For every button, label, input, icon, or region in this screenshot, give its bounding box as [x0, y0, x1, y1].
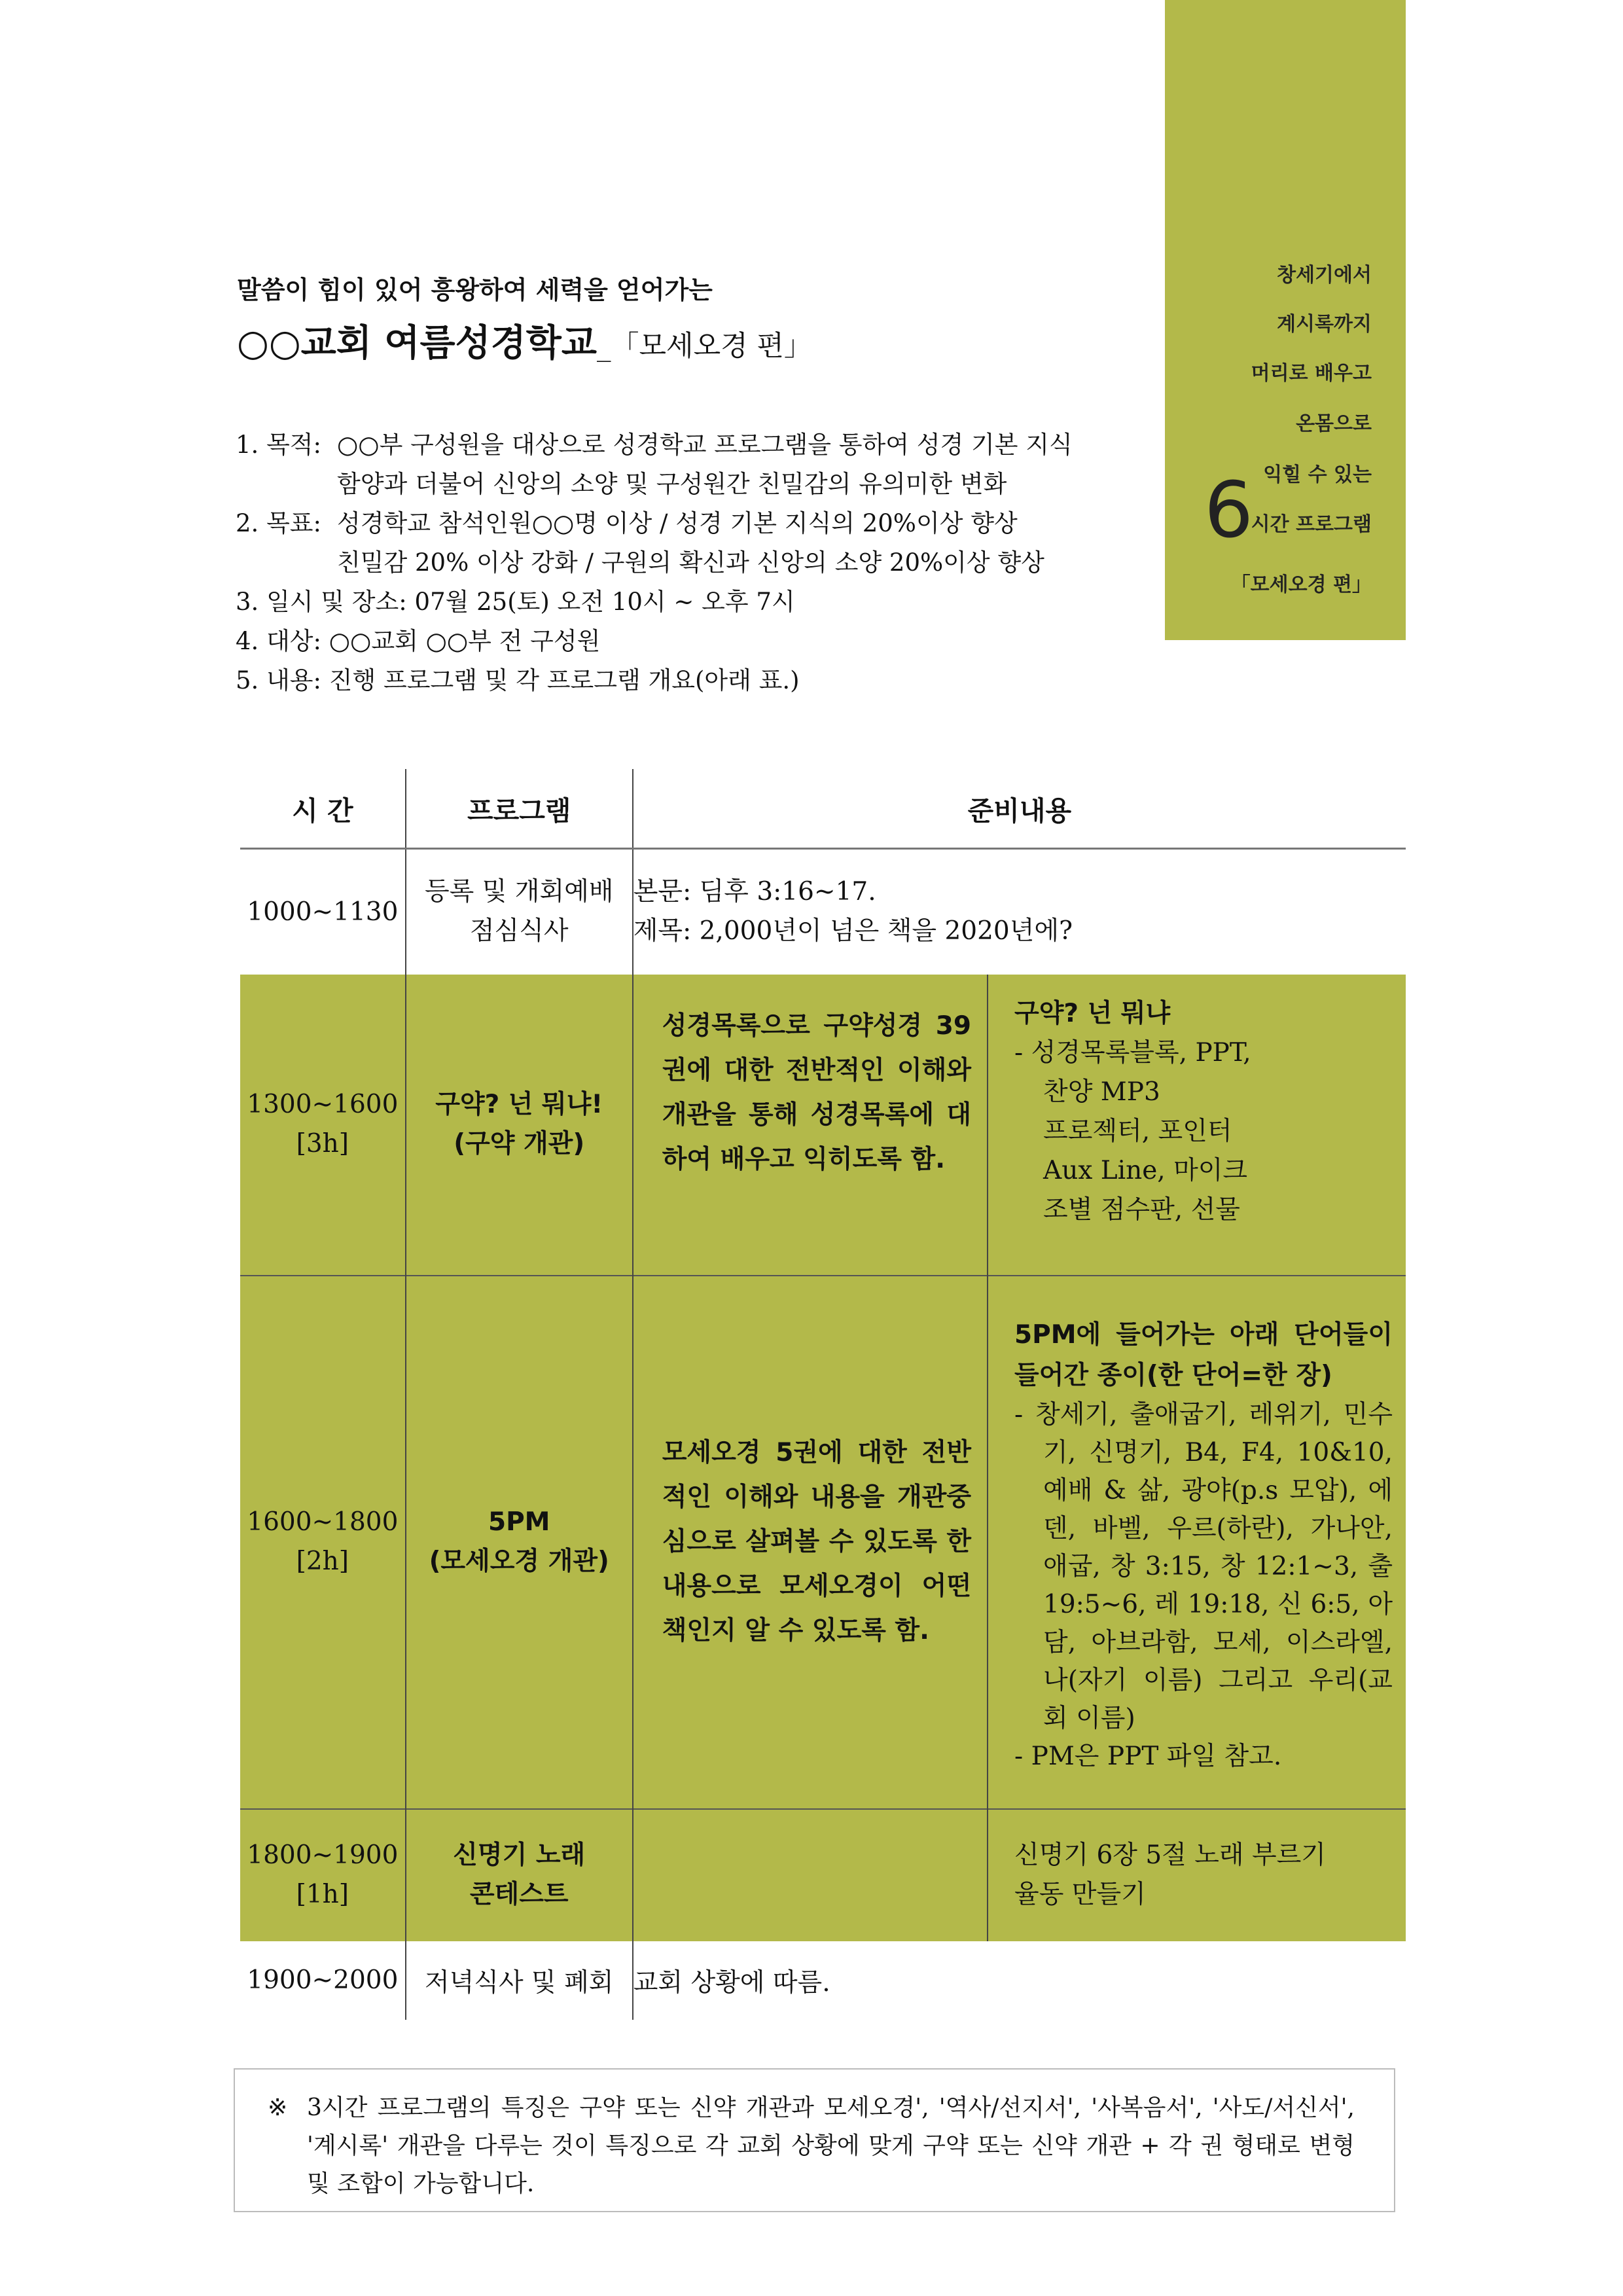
row-program: [406, 1809, 633, 1941]
prep-item: 조별 점수판, 선물: [1043, 1194, 1240, 1225]
page-title: [237, 314, 812, 367]
time-line: [3h]: [296, 1129, 349, 1158]
program-line: 콘테스트: [469, 1880, 569, 1909]
overview-list: [236, 425, 1073, 700]
row-description-empty: [633, 1809, 988, 1941]
table-row: [240, 1276, 1406, 1809]
row-description: 모세오경 5권에 대한 전반적인 이해와 내용을 개관중심으로 살펴볼 수 있도록 한 내용으로 모세오경이 어떤 책인지 알 수 있도록 함.: [633, 1276, 988, 1809]
table-header-row: [240, 769, 1406, 849]
summary-line: 「모세오경 편」: [1230, 573, 1372, 596]
prep-item: 프로젝터, 포인터: [1043, 1116, 1232, 1146]
table-row: [240, 1809, 1406, 1941]
table-row: [240, 1941, 1406, 2020]
row-content: 교회 상황에 따름.: [633, 1967, 830, 1998]
list-text: 3. 일시 및 장소: 07월 25(토) 오전 10시 ~ 오후 7시: [236, 588, 795, 616]
prep-item: - 창세기, 출애굽기, 레위기, 민수기, 신명기, B4, F4, 10&10, 예배 & 삶, 광야(p.s 모압), 에덴, 바벨, 우르(하란), 가나안, 애굽, 창 3:15, 창 12:1~3, 출 19:5~6, 레 19:18, 신 6:5, 아담, 아브라함, 모세, 이스라엘, 나(자기 이름) 그리고 우리(교회 이름): [1014, 1400, 1393, 1733]
table-row: [240, 975, 1406, 1276]
row-prep: [988, 1809, 1406, 1941]
row-program: [406, 1276, 633, 1809]
prep-item: 율동 만들기: [1014, 1880, 1146, 1909]
row-prep: [988, 975, 1406, 1276]
row-time: [240, 1276, 406, 1809]
prep-item: - PM은 PPT 파일 참고.: [1014, 1742, 1282, 1771]
list-item: [236, 583, 1073, 622]
row-time: 1000~1130: [240, 849, 406, 975]
page-subtitle: 말씀이 힘이 있어 흥왕하여 세력을 얻어가는: [237, 276, 713, 304]
summary-line: 익힐 수 있는: [1263, 463, 1372, 486]
list-item: [236, 465, 1073, 504]
summary-line: 계시록까지: [1277, 313, 1372, 336]
prep-item: 신명기 6장 5절 노래 부르기: [1014, 1840, 1326, 1870]
header-prep: 준비내용: [633, 769, 1406, 849]
row-time: [240, 1809, 406, 1941]
list-label: 1. 목적:: [236, 431, 322, 459]
row-prep: [988, 1276, 1406, 1809]
time-line: [2h]: [296, 1547, 349, 1576]
prep-title: 구약? 넌 뭐냐: [1014, 998, 1171, 1028]
summary-line: 창세기에서: [1277, 264, 1372, 287]
list-text: 5. 내용: 진행 프로그램 및 각 프로그램 개요(아래 표.): [236, 666, 800, 694]
note-text: 3시간 프로그램의 특징은 구약 또는 신약 개관과 모세오경', '역사/선지서', '사복음서', '사도/서신서', '계시록' 개관을 다루는 것이 특징으로 각 교회 상황에 맞게 구약 또는 신약 개관 + 각 권 형태로 변형 및 조합이 가능합니다.: [307, 2094, 1355, 2197]
time-line: 1600~1800: [247, 1507, 399, 1537]
list-text: 성경학교 참석인원○○명 이상 / 성경 기본 지식의 20%이상 향상: [337, 509, 1018, 537]
list-text: ○○부 구성원을 대상으로 성경학교 프로그램을 통하여 성경 기본 지식: [337, 431, 1073, 459]
program-line: (모세오경 개관): [429, 1547, 609, 1576]
prep-item: 찬양 MP3: [1043, 1077, 1160, 1107]
program-line: 신명기 노래: [453, 1840, 586, 1870]
row-time: 1900~2000: [240, 1941, 406, 2020]
summary-number: 6: [1204, 465, 1254, 555]
row-description: 성경목록으로 구약성경 39권에 대한 전반적인 이해와 개관을 통해 성경목록에 대하여 배우고 익히도록 함.: [633, 975, 988, 1276]
prep-item: - 성경목록블록, PPT,: [1014, 1037, 1251, 1067]
table-row: [240, 849, 1406, 975]
title-main: ○○교회 여름성경학교: [237, 322, 597, 365]
row-program: 저녁식사 및 폐회: [406, 1941, 633, 2020]
header-program: 프로그램: [406, 769, 633, 849]
row-time: [240, 975, 406, 1276]
content-line: 본문: 딤후 3:16~17.: [633, 877, 876, 907]
time-line: 1300~1600: [247, 1090, 399, 1119]
program-line: (구약 개관): [454, 1129, 585, 1158]
summary-line: 시간 프로그램: [1251, 513, 1372, 536]
summary-line: 온몸으로: [1296, 412, 1372, 435]
row-content: [633, 849, 1406, 975]
list-item: [236, 504, 1073, 543]
program-line: 5PM: [488, 1507, 550, 1537]
list-text: 친밀감 20% 이상 강화 / 구원의 확신과 신앙의 소양 20%이상 향상: [337, 548, 1044, 577]
schedule-table: [240, 769, 1406, 2020]
summary-line: 머리로 배우고: [1251, 362, 1372, 385]
row-program: [406, 849, 633, 975]
row-program: [406, 975, 633, 1276]
time-line: [1h]: [296, 1880, 349, 1909]
list-item: [236, 543, 1073, 583]
time-line: 1800~1900: [247, 1840, 399, 1870]
note-mark: ※: [268, 2094, 288, 2121]
list-item: [236, 622, 1073, 661]
program-line: 등록 및 개회예배: [424, 877, 614, 907]
content-line: 제목: 2,000년이 넘은 책을 2020년에?: [633, 916, 1073, 946]
prep-item: Aux Line, 마이크: [1043, 1155, 1248, 1185]
header-time: 시 간: [240, 769, 406, 849]
list-item: [236, 425, 1073, 465]
list-text: 함양과 더불어 신앙의 소양 및 구성원간 친밀감의 유의미한 변화: [337, 470, 1007, 498]
list-label: 2. 목표:: [236, 509, 322, 537]
program-line: 구약? 넌 뭐냐!: [435, 1090, 603, 1119]
program-line: 점심식사: [469, 916, 569, 946]
program-summary-box: [1165, 0, 1406, 640]
prep-title: 5PM에 들어가는 아래 단어들이 들어간 종이(한 단어=한 장): [1014, 1320, 1393, 1390]
footnote-box: [234, 2068, 1395, 2212]
title-sub: _「모세오경 편」: [597, 330, 812, 363]
list-item: [236, 661, 1073, 700]
list-text: 4. 대상: ○○교회 ○○부 전 구성원: [236, 627, 601, 655]
